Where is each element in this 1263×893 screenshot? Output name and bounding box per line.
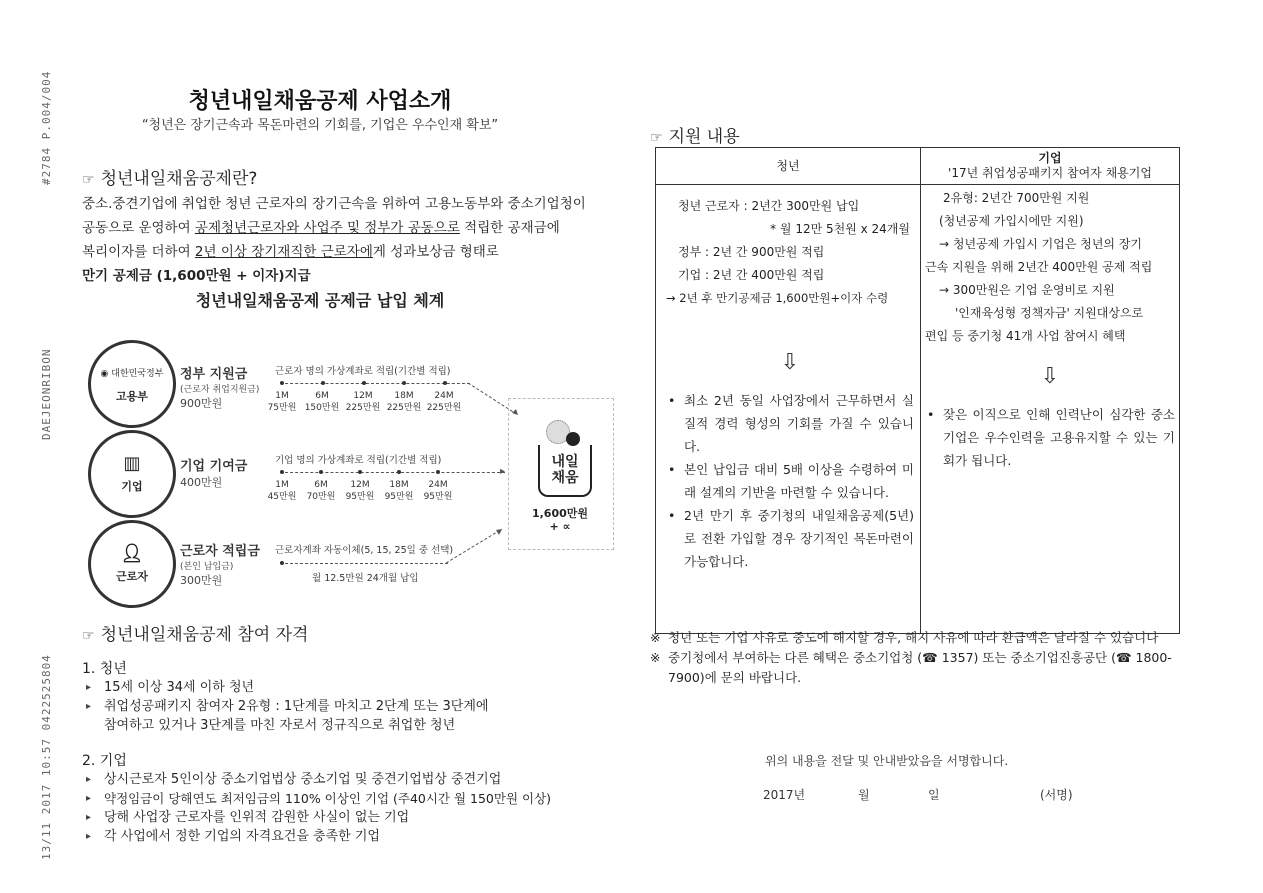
government-flow-label: 근로자 명의 가상계좌로 적립(기간별 적립)	[275, 366, 451, 377]
signature-year: 2017년	[763, 788, 806, 802]
diagram-title: 청년내일채움공제 공제금 납입 체계	[195, 291, 445, 310]
company-cell: 2유형: 2년간 700만원 지원 (청년공제 가입시에만 지원) → 청년공제 가입시 기업은 청년의 장기 근속 지원을 위해 2년간 400만원 공제 적립 → 300만원은 기업 운영비로 지원 '인재육성형 정책자금' 지원대상으로 편입 등 중기청 41개 사업 참여시 혜택 ⇩ • 잦은 이직으로 인해 인력난이 심각한 중소기업은 우수인력을 고용유지할 수 있는 기회가 됩니다.	[921, 185, 1180, 634]
building-icon: ▥	[123, 453, 141, 474]
page-title: 청년내일채움공제 사업소개	[188, 89, 452, 114]
column-youth: 청년	[656, 148, 921, 185]
qualification-heading: ☞ 청년내일채움공제 참여 자격	[82, 625, 309, 645]
note-refund: ※ 청년 또는 기업 사유로 중도에 해지할 경우, 해지 사유에 따라 환급액은 달라질 수 있습니다	[650, 630, 1159, 645]
dot-icon	[566, 432, 580, 446]
support-heading: ☞ 지원 내용	[650, 127, 740, 147]
company-circle: ▥ 기업	[88, 430, 176, 518]
company-flow-label: 기업 명의 가상계좌로 적립(기간별 적립)	[275, 455, 442, 466]
government-emblem-icon: ◉ 대한민국정부	[100, 369, 164, 379]
pointing-hand-icon: ☞	[82, 172, 95, 188]
arrow-to-jar-worker	[446, 525, 508, 565]
government-source: 정부 지원금 (근로자 취업지원금) 900만원	[180, 367, 260, 410]
worker-flow-label: 근로자계좌 자동이체(5, 15, 25일 중 선택)	[275, 545, 454, 556]
government-circle: ◉ 대한민국정부 고용부	[88, 340, 176, 428]
list-item: • 2년 만기 후 중기청의 내일채움공제(5년)로 전환 가입할 경우 장기적인 목돈마련이 가능합니다.	[666, 504, 914, 573]
company-timeline	[280, 472, 505, 474]
note-contact: ※ 중기청에서 부여하는 다른 혜택은 중소기업청 (☎ 1357) 또는 중소기업진흥공단 (☎ 1800-7900)에 문의 바랍니다.	[650, 650, 1172, 685]
list-item: • 최소 2년 동일 사업장에서 근무하면서 실질적 경력 형성의 기회를 가질 수 있습니다.	[666, 389, 914, 458]
list-item: • 본인 납입금 대비 5배 이상을 수령하여 미래 설계의 기반을 마련할 수 있습니다.	[666, 458, 914, 504]
column-company: 기업 '17년 취업성공패키지 참여자 채용기업	[921, 148, 1180, 185]
person-icon: 👤︎	[120, 543, 144, 564]
worker-flow-sub: 월 12.5만원 24개월 납입	[312, 573, 419, 584]
signature-field[interactable]: (서명)	[1040, 788, 1073, 802]
fax-sender: DAEJEONRIBON	[40, 348, 53, 440]
maturity-amount: 만기 공제금 (1,600만원 + 이자)지급	[82, 268, 311, 284]
intro-heading: ☞ 청년내일채움공제란?	[82, 169, 258, 189]
down-arrow-icon: ⇩	[780, 350, 800, 375]
list-item: ▸ 당해 사업장 근로자를 인위적 감원한 사실이 없는 기업	[82, 808, 642, 827]
pointing-hand-icon: ☞	[650, 130, 663, 146]
list-item: ▸ 취업성공패키지 참여자 2유형 : 1단계를 마치고 2단계 또는 3단계에	[82, 697, 642, 716]
fax-timestamp: 13/11 2017 10:57 0422525804	[40, 654, 53, 860]
notes	[650, 628, 1190, 688]
qualification-company: 2. 기업 ▸ 상시근로자 5인이상 중소기업법상 중소기업 및 중견기업법상 중견기업 ▸ 약정임금이 당해연도 최저임금의 110% 이상인 기업 (주40시간 월 150만원 이상) ▸ 당해 사업장 근로자를 인위적 감원한 사실이 없는 기업 ▸ 각 사업에서 정한 기업의 자격요건을 충족한 기업	[82, 750, 642, 846]
list-item: ▸ 상시근로자 5인이상 중소기업법상 중소기업 및 중견기업법상 중견기업	[82, 770, 642, 789]
list-item: ▸ 약정임금이 당해연도 최저임금의 110% 이상인 기업 (주40시간 월 150만원 이상)	[82, 789, 642, 808]
pointing-hand-icon: ☞	[82, 628, 95, 644]
government-timeline	[280, 383, 470, 385]
list-item: • 잦은 이직으로 인해 인력난이 심각한 중소기업은 우수인력을 고용유지할 수 있는 기회가 됩니다.	[925, 403, 1175, 472]
worker-circle: 👤︎ 근로자	[88, 520, 176, 608]
list-item: ▸ 15세 이상 34세 이하 청년	[82, 678, 642, 697]
down-arrow-icon: ⇩	[1040, 364, 1060, 389]
signature-month: 월	[858, 788, 870, 802]
intro-paragraph: 중소.중견기업에 취업한 청년 근로자의 장기근속을 위하여 고용노동부와 중소기업청이 공동으로 운영하여 공제청년근로자와 사업주 및 정부가 공동으로 적립한 공재금에 복리이자를 더하여 2년 이상 장기재직한 근로자에게 성과보상금 형태로 만기 공제금 (1,600만원 + 이자)지급	[82, 196, 586, 284]
fax-page-number: #2784 P.004/004	[40, 70, 53, 185]
worker-timeline	[280, 563, 448, 565]
jar-plus: + ∝	[549, 520, 571, 533]
jar-amount: 1,600만원	[531, 507, 589, 520]
worker-source: 근로자 적립금 (본인 납입금) 300만원	[180, 544, 260, 587]
qualification-youth: 1. 청년 ▸ 15세 이상 34세 이하 청년 ▸ 취업성공패키지 참여자 2유형 : 1단계를 마치고 2단계 또는 3단계에 참여하고 있거나 3단계를 마친 자로서 정규직으로 취업한 청년	[82, 658, 642, 735]
youth-cell: 청년 근로자 : 2년간 300만원 납입 * 월 12만 5천원 x 24개월 정부 : 2년 간 900만원 적립 기업 : 2년 간 400만원 적립 → 2년 후 만기공제금 1,600만원+이자 수령 ⇩ • 최소 2년 동일 사업장에서 근무하면서 실질적 경력 형성의 기회를 가질 수 있습니다. • 본인 납입금 대비 5배 이상을 수령하여 미래 설계의 기반을 마련할 수 있습니다. • 2년 만기 후 중기청의 내일채움공제(5년)로 전환 가입할 경우 장기적인 목돈마련이 가능합니다.	[656, 185, 921, 634]
list-item: 참여하고 있거나 3단계를 마친 자로서 정규직으로 취업한 청년	[104, 718, 456, 733]
company-source: 기업 기여금 400만원	[180, 459, 248, 489]
arrow-head-icon: ▸	[500, 466, 506, 477]
signature-statement: 위의 내용을 전달 및 안내받았음을 서명합니다.	[765, 754, 1009, 768]
jar-icon: 내일 채움	[538, 445, 592, 497]
signature-day: 일	[928, 788, 940, 802]
support-table	[655, 147, 1180, 634]
page-subtitle: “청년은 장기근속과 목돈마련의 기회를, 기업은 우수인재 확보”	[141, 118, 499, 133]
list-item: ▸ 각 사업에서 정한 기업의 자격요건을 충족한 기업	[82, 827, 642, 846]
